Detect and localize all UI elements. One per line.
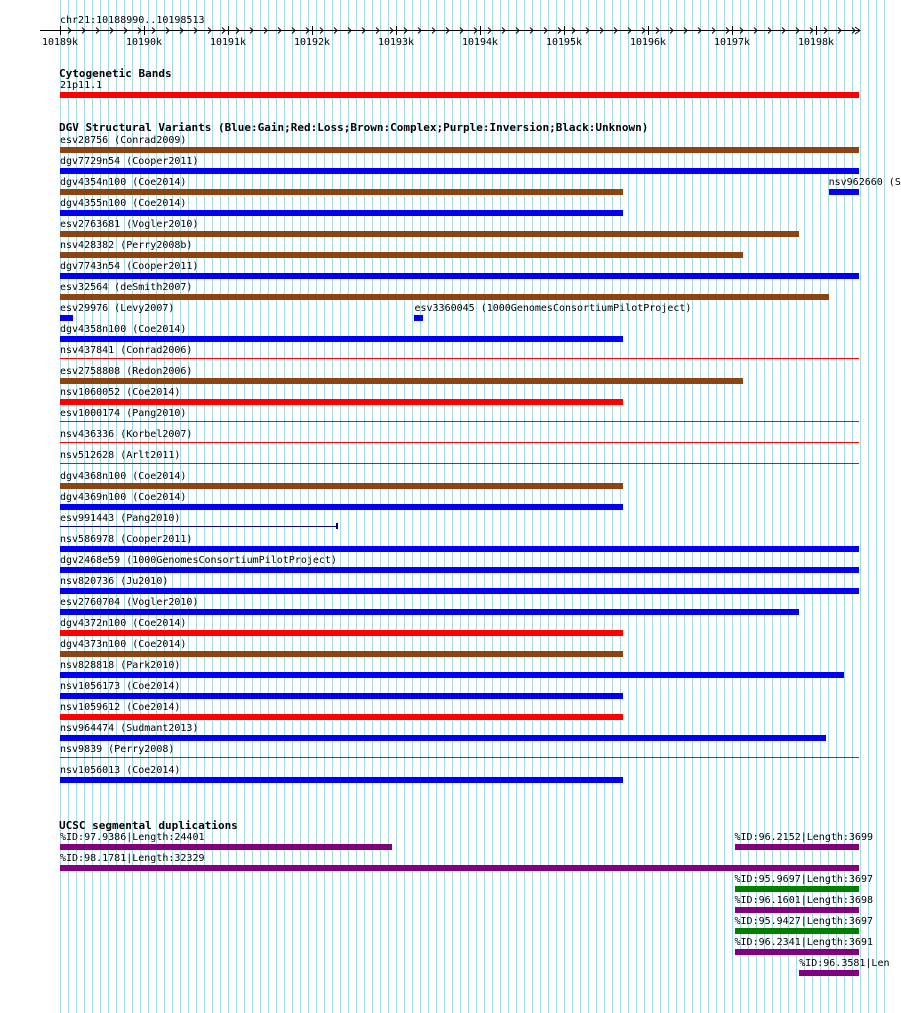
feature-bar[interactable] xyxy=(60,252,743,258)
feature-label[interactable]: nsv1060052 (Coe2014) xyxy=(60,387,181,398)
feature-label[interactable]: %ID:95.9697|Length:3697 xyxy=(734,874,873,885)
feature-label[interactable]: %ID:96.2152|Length:3699 xyxy=(734,832,873,843)
feature-bar[interactable] xyxy=(60,358,859,359)
feature-bar[interactable] xyxy=(60,609,799,615)
feature-label[interactable]: dgv7729n54 (Cooper2011) xyxy=(60,156,199,167)
feature-label[interactable]: dgv4373n100 (Coe2014) xyxy=(60,639,187,650)
feature-bar[interactable] xyxy=(60,630,623,636)
feature-label[interactable]: dgv4355n100 (Coe2014) xyxy=(60,198,187,209)
feature-bar[interactable] xyxy=(60,315,73,321)
cytobands-track-title: Cytogenetic Bands xyxy=(59,67,172,80)
ruler-position-label: chr21:10188990..10198513 xyxy=(60,15,205,26)
feature-label[interactable]: nsv586978 (Cooper2011) xyxy=(60,534,193,545)
feature-label[interactable]: nsv1059612 (Coe2014) xyxy=(60,702,181,713)
ruler-tick-label: 10195k xyxy=(545,37,583,48)
feature-bar[interactable] xyxy=(60,672,844,678)
feature-bar[interactable] xyxy=(735,844,860,850)
feature-label[interactable]: esv2758808 (Redon2006) xyxy=(60,366,193,377)
feature-bar[interactable] xyxy=(414,315,422,321)
ruler-tick-label: 10198k xyxy=(797,37,835,48)
feature-bar[interactable] xyxy=(60,735,826,741)
feature-bar[interactable] xyxy=(60,844,392,850)
feature-bar[interactable] xyxy=(799,970,859,976)
ruler-tick-label: 10191k xyxy=(209,37,247,48)
feature-label[interactable]: nsv512628 (Arlt2011) xyxy=(60,450,181,461)
feature-label[interactable]: %ID:95.9427|Length:3697 xyxy=(734,916,873,927)
feature-label[interactable]: dgv4372n100 (Coe2014) xyxy=(60,618,187,629)
feature-label[interactable]: nsv828818 (Park2010) xyxy=(60,660,181,671)
feature-label[interactable]: nsv437841 (Conrad2006) xyxy=(60,345,193,356)
dgv-track-title: DGV Structural Variants (Blue:Gain;Red:Loss;Brown:Complex;Purple:Inversion;Black:Unknown) xyxy=(59,121,649,134)
feature-bar[interactable] xyxy=(735,907,860,913)
feature-label[interactable]: esv29976 (Levy2007) xyxy=(60,303,175,314)
feature-bar[interactable] xyxy=(60,546,859,552)
feature-bar[interactable] xyxy=(60,463,859,464)
feature-label[interactable]: %ID:96.2341|Length:3691 xyxy=(734,937,873,948)
feature-bar[interactable] xyxy=(735,886,860,892)
feature-label[interactable]: esv991443 (Pang2010) xyxy=(60,513,181,524)
feature-bar[interactable] xyxy=(60,588,859,594)
feature-label[interactable]: esv1000174 (Pang2010) xyxy=(60,408,187,419)
feature-label[interactable]: esv3360045 (1000GenomesConsortiumPilotProject) xyxy=(414,303,692,314)
feature-bar[interactable] xyxy=(60,399,623,405)
feature-label[interactable]: nsv964474 (Sudmant2013) xyxy=(60,723,199,734)
feature-bar[interactable] xyxy=(60,526,337,527)
feature-bar[interactable] xyxy=(60,168,859,174)
feature-bar[interactable] xyxy=(60,865,859,871)
feature-bar[interactable] xyxy=(735,928,860,934)
segdups-track-title: UCSC segmental duplications xyxy=(59,819,238,832)
feature-bar[interactable] xyxy=(60,273,859,279)
feature-bar[interactable] xyxy=(60,693,623,699)
feature-label[interactable]: 21p11.1 xyxy=(60,80,103,91)
ruler-tick-label: 10197k xyxy=(713,37,751,48)
feature-label[interactable]: %ID:97.9386|Length:24401 xyxy=(60,832,205,843)
ruler-tick-label: 10189k xyxy=(41,37,79,48)
feature-bar[interactable] xyxy=(60,378,743,384)
feature-label[interactable]: nsv436336 (Korbel2007) xyxy=(60,429,193,440)
feature-label[interactable]: dgv4358n100 (Coe2014) xyxy=(60,324,187,335)
feature-label[interactable]: nsv1056173 (Coe2014) xyxy=(60,681,181,692)
feature-label[interactable]: dgv7743n54 (Cooper2011) xyxy=(60,261,199,272)
feature-bar[interactable] xyxy=(60,189,623,195)
feature-bar[interactable] xyxy=(60,210,623,216)
feature-label[interactable]: dgv4354n100 (Coe2014) xyxy=(60,177,187,188)
feature-bar[interactable] xyxy=(60,483,623,489)
feature-bar[interactable] xyxy=(829,189,859,195)
feature-label[interactable]: esv2763681 (Vogler2010) xyxy=(60,219,199,230)
feature-label[interactable]: nsv820736 (Ju2010) xyxy=(60,576,169,587)
ruler-tick-label: 10196k xyxy=(629,37,667,48)
feature-label[interactable]: nsv962660 (S xyxy=(828,177,901,188)
feature-bar[interactable] xyxy=(60,231,799,237)
feature-label[interactable]: dgv4368n100 (Coe2014) xyxy=(60,471,187,482)
feature-label[interactable]: nsv1056013 (Coe2014) xyxy=(60,765,181,776)
feature-bar[interactable] xyxy=(60,421,859,422)
feature-bar[interactable] xyxy=(60,777,623,783)
feature-bar[interactable] xyxy=(60,294,829,300)
feature-label[interactable]: %ID:96.1601|Length:3698 xyxy=(734,895,873,906)
ruler-tick-label: 10193k xyxy=(377,37,415,48)
feature-bar[interactable] xyxy=(60,92,859,98)
feature-bar[interactable] xyxy=(60,714,623,720)
feature-label[interactable]: nsv428382 (Perry2008b) xyxy=(60,240,193,251)
feature-bar[interactable] xyxy=(60,504,623,510)
feature-bar[interactable] xyxy=(60,442,859,443)
feature-bar[interactable] xyxy=(60,757,859,758)
feature-bar[interactable] xyxy=(60,651,623,657)
feature-label[interactable]: nsv9839 (Perry2008) xyxy=(60,744,175,755)
feature-label[interactable]: esv28756 (Conrad2009) xyxy=(60,135,187,146)
feature-label[interactable]: %ID:96.3581|Len xyxy=(799,958,890,969)
feature-label[interactable]: esv2760704 (Vogler2010) xyxy=(60,597,199,608)
feature-endcap xyxy=(336,523,338,529)
feature-bar[interactable] xyxy=(735,949,860,955)
feature-label[interactable]: esv32564 (deSmith2007) xyxy=(60,282,193,293)
feature-label[interactable]: dgv2468e59 (1000GenomesConsortiumPilotProject) xyxy=(60,555,337,566)
feature-label[interactable]: dgv4369n100 (Coe2014) xyxy=(60,492,187,503)
ruler-tick-label: 10192k xyxy=(293,37,331,48)
feature-label[interactable]: %ID:98.1781|Length:32329 xyxy=(60,853,205,864)
ruler-tick-label: 10190k xyxy=(125,37,163,48)
feature-bar[interactable] xyxy=(60,147,859,153)
feature-bar[interactable] xyxy=(60,567,859,573)
ruler-tick-label: 10194k xyxy=(461,37,499,48)
feature-bar[interactable] xyxy=(60,336,623,342)
